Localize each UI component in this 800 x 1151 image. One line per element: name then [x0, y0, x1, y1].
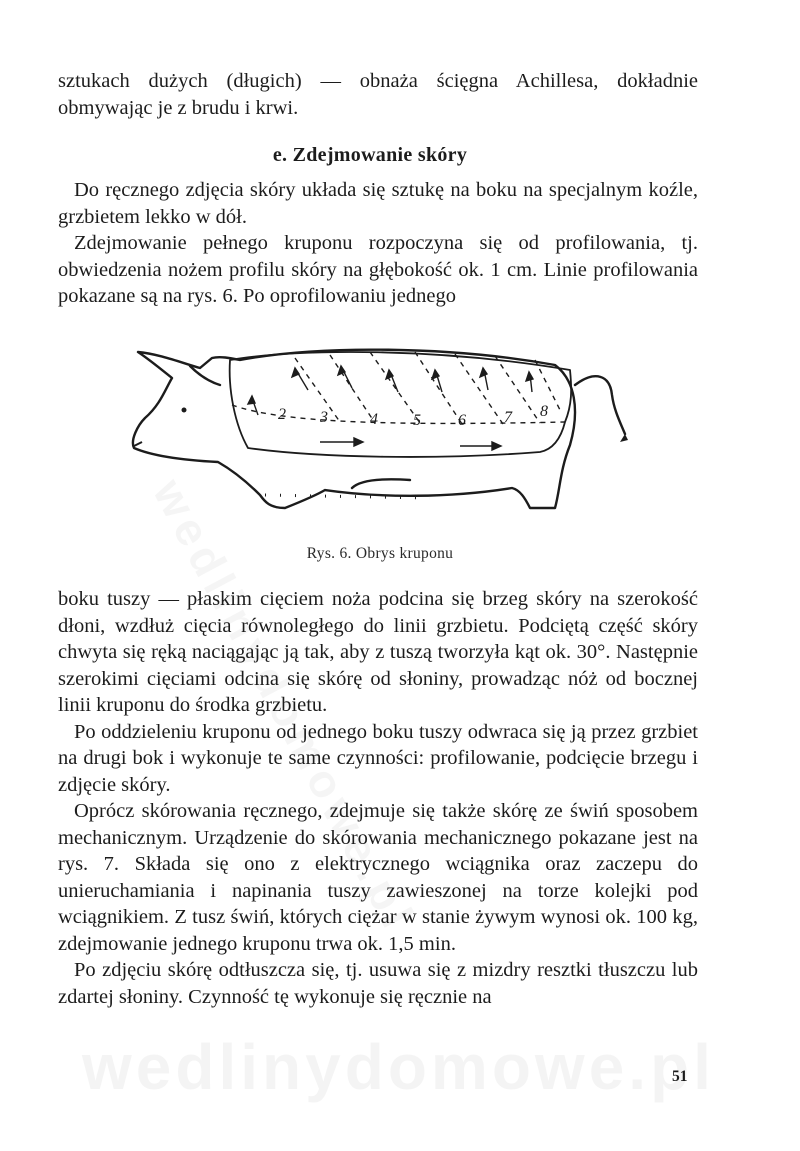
- continuation-text-block: [58, 586, 698, 1010]
- pig-belly-line: [352, 479, 410, 488]
- watermark-bottom: [82, 1030, 715, 1104]
- section-number: 8: [540, 403, 548, 420]
- section-number: 5: [413, 412, 421, 429]
- paragraph: Po oddzieleniu kruponu od jednego boku tuszy odwraca się ją przez grzbiet na drugi bok i wykonuje te same czynności: profilowanie, podcięcie brzegu i zdjęcie skóry.: [58, 720, 698, 796]
- pig-tail-tip: [620, 434, 628, 442]
- paragraph: Zdejmowanie pełnego kruponu rozpoczyna się od profilowania, tj. obwiedzenia nożem profilu skóry na głębokość ok. 1 cm. Linie profilowania pokazane są na rys. 6. Po oprofilowaniu jednego: [58, 232, 698, 307]
- paragraph: boku tuszy — płaskim cięciem noża podcina się brzeg skóry na szerokość dłoni, wzdłuż cięcia równoległego do linii grzbietu. Podciętą część skóry chwyta się ręką naciągając ją tak, aby z tuszą tworzyła kąt ok. 30°. Następnie szerokimi cięciami odcina się skórę od słoniny, prowadząc nóż od bocznej linii kruponu do środka grzbietu.: [58, 588, 698, 716]
- direction-arrows: [248, 366, 533, 450]
- figure-caption: Rys. 6. Obrys kruponu: [306, 545, 454, 562]
- paragraph: Oprócz skórowania ręcznego, zdejmuje się także skórę ze świń sposobem mechanicznym. Urządzenie do skórowania mechanicznego pokazane jest na rys. 7. Składa się ono z elektrycznego wciągnika oraz zaczepu do unieruchamiania i napinania tuszy zawieszonej na torze kolejki pod wciągnikiem. Z tusz świń, których ciężar w stanie żywym wynosi ok. 100 kg, zdejmowanie jednego kruponu trwa ok. 1,5 min.: [58, 800, 698, 955]
- section-number: 4: [370, 411, 378, 428]
- profile-lines: [232, 352, 565, 498]
- paragraph: Po zdjęciu skórę odtłuszcza się, tj. usuwa się z mizdry resztki tłuszczu lub zdartej słoniny. Czynność tę wykonuje się ręcznie na: [58, 959, 698, 1008]
- pig-snout: [134, 442, 142, 446]
- section-number: 7: [504, 409, 512, 426]
- section-number: 3: [320, 409, 328, 426]
- paragraph: Do ręcznego zdjęcia skóry układa się sztukę na boku na specjalnym koźle, grzbietem lekko w dół.: [58, 179, 698, 228]
- pig-tail: [575, 376, 625, 434]
- top-text-block: [58, 68, 698, 121]
- section-number: 6: [458, 412, 466, 429]
- section-text-block: [58, 177, 698, 310]
- pig-eye: [182, 408, 187, 413]
- pig-skin-outline-figure: [120, 330, 640, 540]
- page-number: 51: [672, 1068, 688, 1085]
- skin-outline: [230, 352, 571, 457]
- section-heading: e. Zdejmowanie skóry: [272, 144, 468, 166]
- section-number: 2: [278, 406, 286, 423]
- pig-ear-inner: [190, 366, 220, 385]
- paragraph-continued: sztukach dużych (długich) — obnaża ścięgna Achillesa, dokładnie obmywając je z brudu i krwi.: [58, 70, 698, 119]
